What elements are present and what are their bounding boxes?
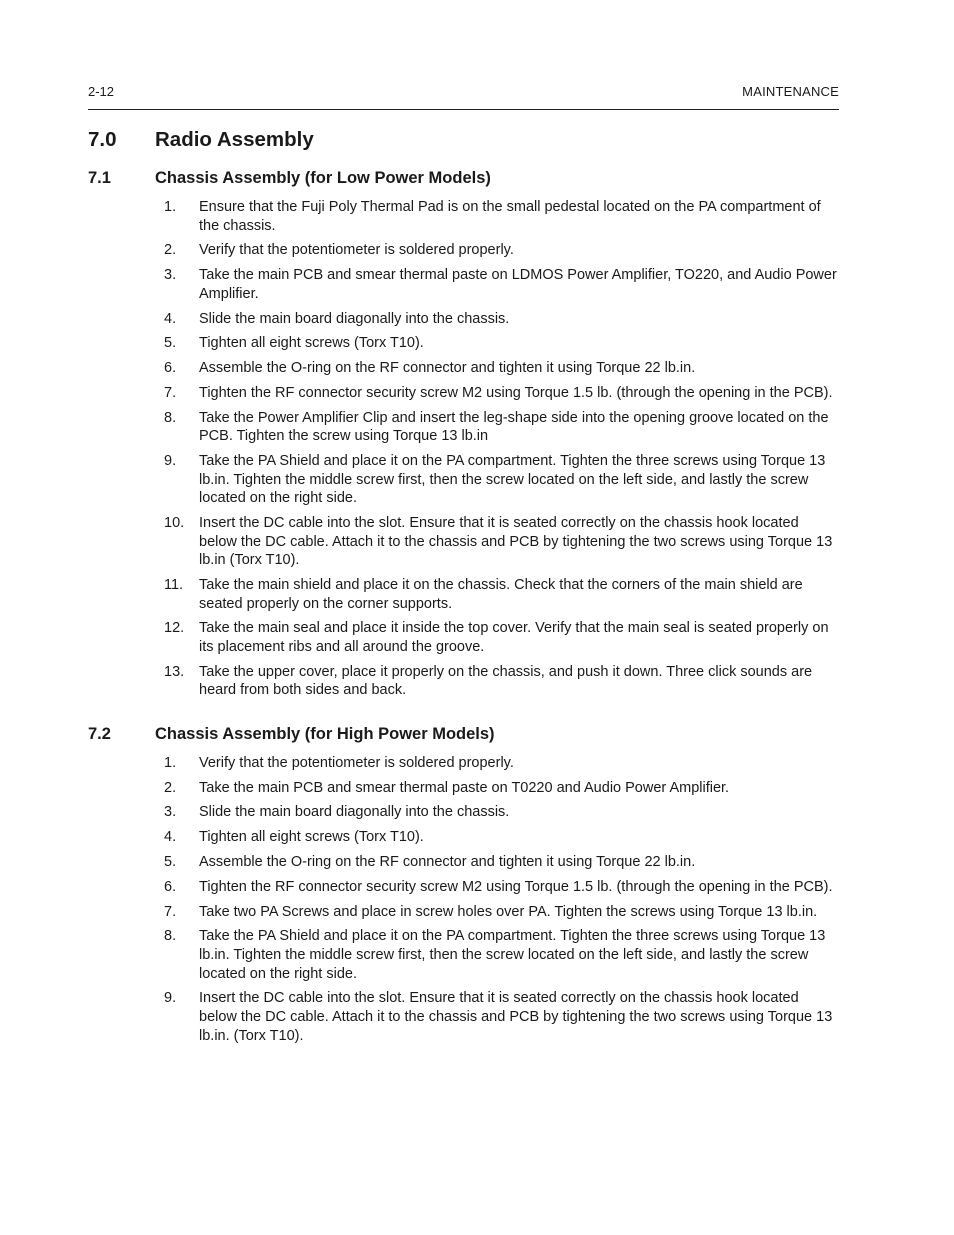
step-text: Slide the main board diagonally into the chassis. — [199, 310, 510, 327]
list-item — [88, 576, 839, 613]
step-number: 4. — [164, 310, 177, 327]
step-list — [88, 198, 839, 700]
step-text: Take the main PCB and smear thermal paste on LDMOS Power Amplifier, TO220, and Audio Power Amplifier. — [199, 267, 837, 302]
list-item — [88, 359, 839, 378]
step-text: Take the Power Amplifier Clip and insert the leg-shape side into the opening groove located on the PCB. Tighten the screw using Torque 13 lb.in — [199, 409, 829, 445]
step-list — [88, 754, 839, 1045]
list-item — [88, 266, 839, 303]
step-number: 12. — [164, 620, 185, 637]
step-number: 5. — [164, 335, 177, 352]
step-number: 3. — [164, 804, 177, 821]
section-7-2 — [88, 723, 839, 1045]
step-text: Verify that the potentiometer is soldered properly. — [199, 754, 514, 771]
section-heading — [88, 167, 839, 189]
list-item — [88, 409, 839, 446]
list-item — [88, 310, 839, 329]
step-number: 1. — [164, 754, 177, 771]
step-text: Verify that the potentiometer is soldered properly. — [199, 242, 514, 259]
step-number: 8. — [164, 928, 177, 945]
list-item — [88, 241, 839, 260]
list-item — [88, 452, 839, 508]
step-text: Tighten all eight screws (Torx T10). — [199, 335, 424, 352]
section-title: Chassis Assembly (for Low Power Models) — [155, 169, 491, 187]
list-item — [88, 198, 839, 235]
list-item — [88, 853, 839, 872]
list-item — [88, 927, 839, 983]
step-text: Take two PA Screws and place in screw holes over PA. Tighten the screws using Torque 13 lb.in. — [199, 903, 818, 920]
header-rule — [88, 109, 839, 110]
running-header — [88, 84, 839, 102]
list-item — [88, 619, 839, 656]
step-number: 6. — [164, 360, 177, 377]
step-text: Take the main PCB and smear thermal paste on T0220 and Audio Power Amplifier. — [199, 779, 730, 796]
step-text: Ensure that the Fuji Poly Thermal Pad is on the small pedestal located on the PA compartment of the chassis. — [199, 199, 821, 234]
list-item — [88, 779, 839, 798]
section-title: Chassis Assembly (for High Power Models) — [155, 724, 495, 743]
list-item — [88, 878, 839, 897]
chapter-heading — [88, 126, 839, 154]
step-text: Take the PA Shield and place it on the PA compartment. Tighten the three screws using Torque 13 lb.in. Tighten the middle screw first, then the screw located on the left side, and lastly the screw located on the right side. — [199, 928, 826, 982]
list-item — [88, 803, 839, 822]
running-title: MAINTENANCE — [742, 84, 839, 99]
step-number: 5. — [164, 854, 177, 871]
step-number: 6. — [164, 878, 177, 895]
chapter-number: 7.0 — [88, 128, 117, 151]
step-text: Take the main seal and place it inside the top cover. Verify that the main seal is seated properly on its placement ribs and all around the groove. — [199, 620, 829, 655]
step-text: Tighten the RF connector security screw M2 using Torque 1.5 lb. (through the opening in the PCB). — [199, 878, 833, 895]
step-text: Take the upper cover, place it properly on the chassis, and push it down. Three click sounds are heard from both sides and back. — [199, 663, 813, 699]
step-number: 7. — [164, 903, 177, 920]
step-text: Insert the DC cable into the slot. Ensure that it is seated correctly on the chassis hook located below the DC cable. Attach it to the chassis and PCB by tightening the two screws using Torque 13 lb.in. (Torx T10). — [199, 990, 833, 1044]
step-text: Tighten all eight screws (Torx T10). — [199, 829, 424, 846]
page-number: 2-12 — [88, 84, 115, 99]
section-number: 7.1 — [88, 169, 111, 187]
step-text: Tighten the RF connector security screw M2 using Torque 1.5 lb. (through the opening in the PCB). — [199, 384, 833, 401]
step-text: Assemble the O-ring on the RF connector and tighten it using Torque 22 lb.in. — [199, 854, 696, 871]
list-item — [88, 903, 839, 922]
section-7-1 — [88, 167, 839, 700]
step-number: 10. — [164, 515, 185, 531]
step-number: 9. — [164, 990, 177, 1007]
section-number: 7.2 — [88, 724, 111, 743]
list-item — [88, 754, 839, 773]
section-heading — [88, 723, 839, 745]
step-text: Take the main shield and place it on the chassis. Check that the corners of the main shield are seated properly on the corner supports. — [199, 576, 803, 612]
step-number: 4. — [164, 829, 177, 846]
step-text: Take the PA Shield and place it on the PA compartment. Tighten the three screws using Torque 13 lb.in. Tighten the middle screw first, then the screw located on the left side, and lastly the screw located on the right side. — [199, 453, 826, 507]
step-number: 11. — [164, 576, 184, 593]
list-item — [88, 828, 839, 847]
list-item — [88, 384, 839, 403]
step-number: 9. — [164, 453, 177, 470]
page-content — [88, 126, 839, 1051]
step-number: 2. — [164, 779, 177, 796]
chapter-title: Radio Assembly — [155, 128, 314, 151]
step-number: 1. — [164, 199, 177, 215]
step-text: Assemble the O-ring on the RF connector and tighten it using Torque 22 lb.in. — [199, 360, 696, 377]
step-number: 7. — [164, 384, 177, 401]
list-item — [88, 989, 839, 1045]
step-number: 13. — [164, 663, 185, 680]
step-text: Slide the main board diagonally into the chassis. — [199, 804, 510, 821]
list-item — [88, 514, 839, 570]
step-number: 3. — [164, 267, 177, 284]
list-item — [88, 334, 839, 353]
step-number: 8. — [164, 409, 177, 426]
step-text: Insert the DC cable into the slot. Ensure that it is seated correctly on the chassis hook located below the DC cable. Attach it to the chassis and PCB by tightening the two screws using Torque 13 lb.in (Torx T10). — [199, 515, 833, 569]
step-number: 2. — [164, 242, 177, 259]
list-item — [88, 663, 839, 700]
